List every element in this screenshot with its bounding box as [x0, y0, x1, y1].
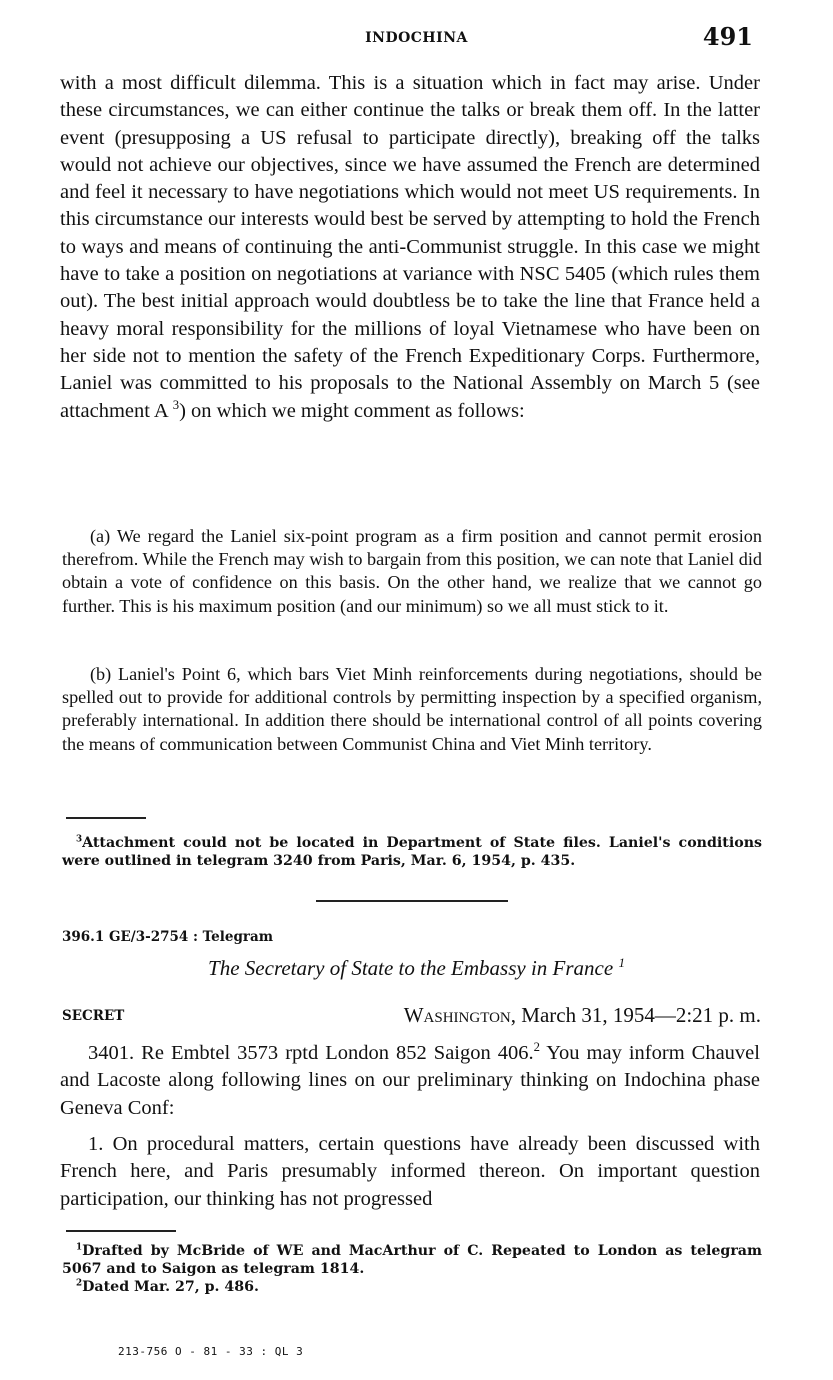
telegram-paragraph-1-text: 3401. Re Embtel 3573 rptd London 852 Saigon 406. — [88, 1042, 534, 1064]
telegram-paragraph-1 — [60, 1040, 760, 1122]
classification-label: SECRET — [62, 1008, 125, 1024]
running-head: INDOCHINA — [365, 30, 468, 46]
footnote-2 — [62, 1278, 762, 1296]
footnote-2-text: Dated Mar. 27, p. 486. — [82, 1279, 259, 1295]
telegram-paragraph-2: 1. On procedural matters, certain questions have already been discussed with French here, and Paris presumably informed thereon. On important question participation, our thinking has not progressed — [60, 1133, 760, 1210]
telegram-paragraph-1-tail: You may inform Chauvel and Lacoste along following lines on our preliminary thinking on Indochina phase Geneva Conf: — [60, 1042, 760, 1119]
continued-paragraph-text: with a most difficult dilemma. This is a situation which in fact may arise. Under these circumstances, we can either continue the talks or break them off. In the latter event (presupposing a US refusal to participate directly), breaking off the talks would not achieve our objectives, since we have assumed the French are determined and feel it necessary to have negotiations which would not meet US requirements. In this circumstance our interests would best be served by attempting to hold the French to ways and means of continuing the anti-Communist struggle. In this case we might have to take a position on negotiations at variance with NSC 5405 (which rules them out). The best initial approach would doubtless be to take the line that France held a heavy moral responsibility for the millions of loyal Vietnamese who have been on her side not to mention the safety of the French Expeditionary Corps. Furthermore, Laniel was committed to his proposals to the National Assembly on March 5 (see attachment A — [60, 72, 760, 422]
dateline-date: March 31, 1954—2:21 p. m. — [521, 1003, 761, 1027]
document-title — [0, 956, 833, 981]
footnote-3-text: Attachment could not be located in Department of State files. Laniel's conditions were outlined in telegram 3240 from Paris, Mar. 6, 1954, p. 435. — [62, 835, 762, 869]
dateline — [404, 1003, 761, 1028]
footnote-3-marker: 3 — [76, 834, 83, 845]
dateline-city: Washington, — [403, 1003, 517, 1027]
footnote-rule-bottom — [66, 1230, 176, 1232]
footnote-1 — [62, 1242, 762, 1278]
section-divider — [316, 900, 508, 902]
file-reference: 396.1 GE/3-2754 : Telegram — [62, 929, 274, 945]
footnote-1-text: Drafted by McBride of WE and MacArthur of C. Repeated to London as telegram 5067 and to Saigon as telegram 1814. — [62, 1243, 762, 1277]
footnote-ref-2: 2 — [533, 1040, 540, 1055]
footnote-rule — [66, 817, 146, 819]
document-title-text: The Secretary of State to the Embassy in France — [208, 956, 614, 980]
footnote-2-marker: 2 — [76, 1278, 83, 1289]
continued-paragraph — [60, 70, 760, 425]
point-a-paragraph: (a) We regard the Laniel six-point program as a firm position and cannot permit erosion therefrom. While the French may wish to bargain from this position, we can note that Laniel did obtain a vote of confidence on this basis. On the other hand, we realize that we cannot go further. This is his maximum position (and our minimum) so we all must stick to it. — [62, 526, 762, 616]
footnote-ref-3: 3 — [172, 397, 180, 412]
footnote-3 — [62, 834, 762, 870]
print-code: 213-756 O - 81 - 33 : QL 3 — [118, 1345, 304, 1358]
footnote-1-marker: 1 — [76, 1242, 83, 1253]
continued-paragraph-tail: ) on which we might comment as follows: — [179, 399, 525, 422]
page-number: 491 — [702, 22, 753, 51]
point-b-paragraph: (b) Laniel's Point 6, which bars Viet Minh reinforcements during negotiations, should be spelled out to provide for additional controls by permitting inspection by a specified organism, preferably international. In addition there should be international control of all points covering the means of communication between Communist China and Viet Minh territory. — [62, 664, 762, 754]
footnote-ref-1: 1 — [618, 955, 625, 970]
